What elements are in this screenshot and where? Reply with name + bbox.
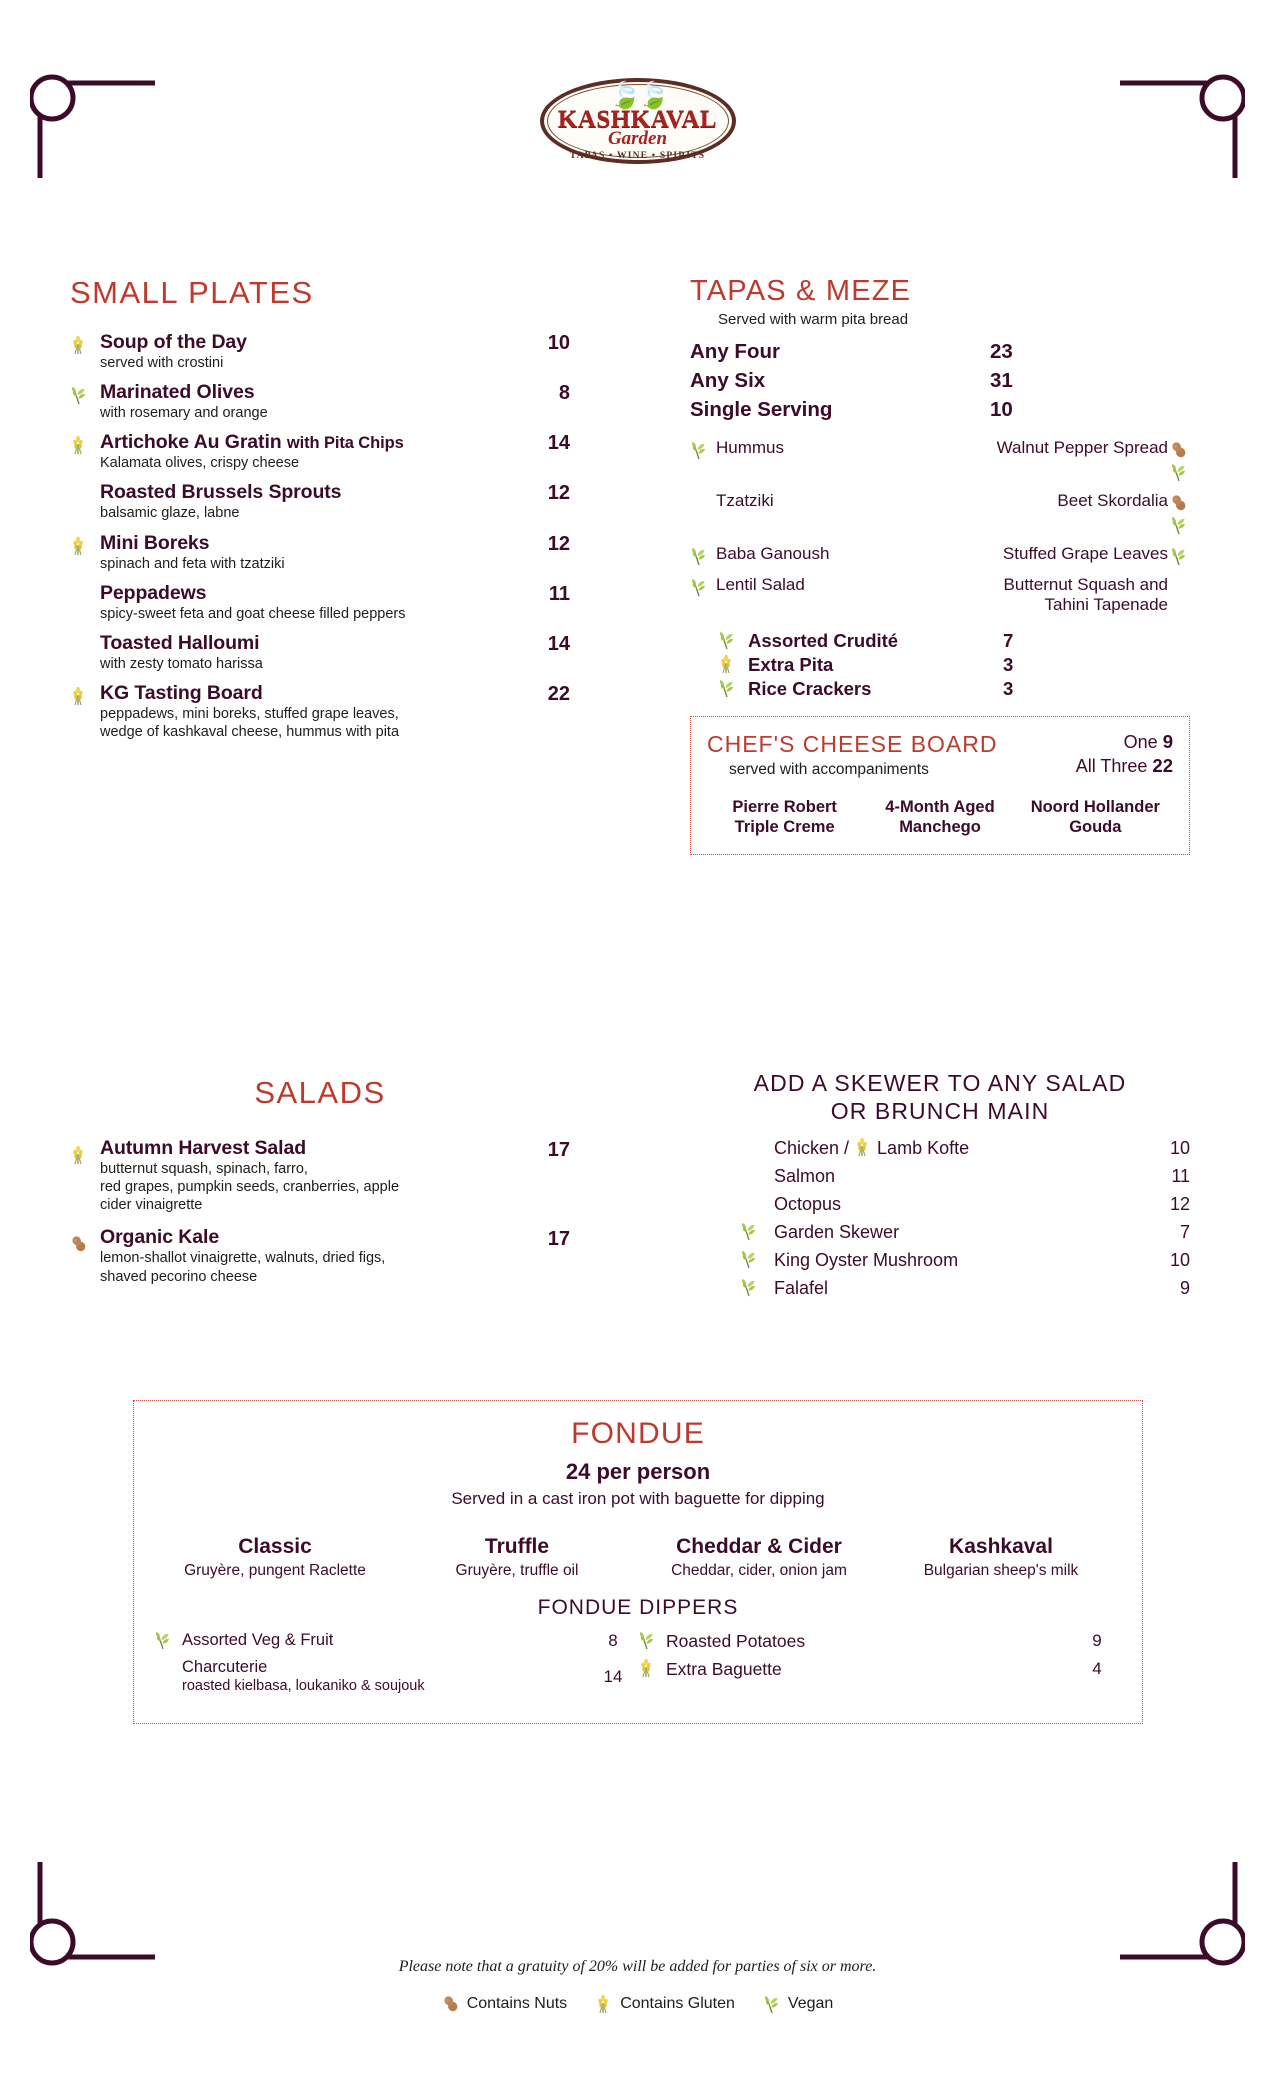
tapas-extra-name: Assorted Crudité bbox=[748, 629, 899, 651]
vegan-leaf-icon bbox=[1170, 546, 1188, 566]
fondue-variety bbox=[396, 1535, 638, 1580]
menu-item-price: 22 bbox=[547, 682, 570, 705]
allergen-icon-slot bbox=[690, 438, 716, 462]
vegan-leaf-icon bbox=[740, 1249, 758, 1269]
menu-item-body bbox=[100, 431, 514, 472]
tapas-deal-label: Single Serving bbox=[690, 398, 833, 421]
tapas-deal-label: Any Four bbox=[690, 340, 780, 363]
skewers-heading-line2: OR BRUNCH MAIN bbox=[830, 1097, 1050, 1124]
cheese-price-one: 9 bbox=[1162, 730, 1173, 752]
gluten-wheat-icon bbox=[854, 1137, 872, 1157]
fondue-variety bbox=[638, 1535, 880, 1580]
fondue-dipper-name: Assorted Veg & Fruit bbox=[182, 1631, 334, 1650]
skewer-row bbox=[740, 1249, 1190, 1271]
salads-list bbox=[70, 1137, 570, 1286]
fondue-dipper-price: 4 bbox=[1092, 1659, 1102, 1678]
tapas-item-name: Tzatziki bbox=[716, 491, 774, 510]
gratuity-note: Please note that a gratuity of 20% will be added for parties of six or more. bbox=[398, 1958, 877, 1975]
menu-item-name: Artichoke Au Gratin with Pita Chips bbox=[100, 431, 404, 454]
tapas-left-item bbox=[690, 438, 915, 462]
menu-item-name: Roasted Brussels Sprouts bbox=[100, 481, 342, 504]
allergen-icon-slot bbox=[70, 431, 100, 457]
fondue-subtitle: Served in a cast iron pot with baguette for dipping bbox=[451, 1489, 825, 1508]
fondue-dipper-name: Roasted Potatoes bbox=[666, 1630, 806, 1651]
no-icon bbox=[70, 485, 88, 505]
fondue-dipper-row bbox=[638, 1630, 1122, 1652]
allergen-icon-slot bbox=[70, 381, 100, 407]
fondue-variety bbox=[154, 1535, 396, 1580]
vegan-leaf-icon bbox=[638, 1630, 656, 1650]
allergen-icon-slot bbox=[70, 632, 100, 658]
gluten-wheat-icon bbox=[70, 335, 88, 355]
tapas-left-item bbox=[690, 491, 915, 515]
tapas-deal-price: 31 bbox=[990, 369, 1013, 392]
tapas-right-item bbox=[915, 544, 1190, 568]
menu-item bbox=[70, 532, 570, 573]
cheese-price-one-label: One bbox=[1123, 731, 1158, 752]
tapas-item-name: Beet Skordalia bbox=[1057, 491, 1168, 510]
fondue-variety-desc: Gruyère, truffle oil bbox=[455, 1562, 579, 1579]
fondue-variety-name: Classic bbox=[238, 1535, 312, 1558]
allergen-icon-slot bbox=[1168, 575, 1190, 577]
skewers-heading bbox=[690, 1070, 1190, 1125]
allergen-icon-slot bbox=[70, 1226, 100, 1256]
menu-item bbox=[70, 632, 570, 673]
skewer-name: Falafel bbox=[774, 1277, 829, 1298]
tapas-item-name: Stuffed Grape Leaves bbox=[1002, 544, 1168, 563]
allergen-icon-slot bbox=[740, 1137, 774, 1159]
tapas-extra-price: 7 bbox=[1003, 629, 1014, 651]
gluten-wheat-icon bbox=[70, 536, 88, 556]
small-plates-list bbox=[70, 331, 570, 741]
tapas-right-item bbox=[915, 438, 1190, 484]
salad-description: butternut squash, spinach, farro, red grapes, pumpkin seeds, cranberries, apple cider vinaigrette bbox=[100, 1161, 400, 1214]
menu-item-description: served with crostini bbox=[100, 355, 224, 371]
skewers-heading-line1: ADD A SKEWER TO ANY SALAD bbox=[753, 1070, 1127, 1096]
nuts-peanut-icon bbox=[1170, 440, 1188, 460]
menu-item-name: Soup of the Day bbox=[100, 331, 247, 353]
fondue-dipper-row bbox=[154, 1658, 638, 1695]
fondue-dipper-name: Extra Baguette bbox=[666, 1658, 782, 1679]
no-icon bbox=[740, 1193, 758, 1213]
skewer-row bbox=[740, 1165, 1190, 1187]
allergen-icon-slot bbox=[718, 630, 748, 652]
gluten-wheat-icon bbox=[70, 435, 88, 455]
gluten-wheat-icon bbox=[70, 1145, 88, 1165]
allergen-icon-slot bbox=[1168, 544, 1190, 568]
fondue-dipper-price: 9 bbox=[1092, 1631, 1102, 1650]
tapas-deal-price: 23 bbox=[990, 340, 1013, 363]
allergen-icon-slot bbox=[740, 1221, 774, 1243]
right-column bbox=[690, 275, 1190, 855]
tapas-subheading: Served with warm pita bread bbox=[718, 311, 909, 328]
fondue-variety-name: Cheddar & Cider bbox=[676, 1535, 842, 1558]
allergen-icon-slot bbox=[70, 582, 100, 608]
menu-item-body bbox=[100, 532, 514, 573]
allergen-icon-slot bbox=[690, 491, 716, 515]
menu-item-body bbox=[100, 331, 514, 372]
vegan-leaf-icon bbox=[70, 385, 88, 405]
legend-entry bbox=[763, 1994, 833, 2014]
tapas-row bbox=[690, 438, 1190, 484]
allergen-icon-slot bbox=[690, 575, 716, 599]
fondue-variety-desc: Bulgarian sheep's milk bbox=[923, 1562, 1079, 1579]
tapas-items-grid bbox=[690, 438, 1190, 616]
no-icon bbox=[740, 1165, 758, 1185]
cheese-board-prices bbox=[1028, 731, 1173, 779]
menu-item-description: with zesty tomato harissa bbox=[100, 655, 263, 672]
allergen-icon-slot bbox=[154, 1630, 182, 1652]
left-column bbox=[70, 275, 570, 750]
menu-item-name: Marinated Olives bbox=[100, 381, 255, 404]
allergen-icon-slot bbox=[638, 1658, 666, 1680]
menu-item-price: 10 bbox=[547, 332, 570, 354]
vegan-leaf-icon bbox=[740, 1277, 758, 1297]
fondue-dipper-desc: roasted kielbasa, loukaniko & soujouk bbox=[182, 1677, 425, 1694]
skewer-name: Garden Skewer bbox=[774, 1221, 900, 1242]
fondue-variety bbox=[880, 1535, 1122, 1580]
skewer-name: Chicken / Lamb Kofte bbox=[774, 1138, 970, 1159]
nuts-peanut-icon bbox=[442, 1994, 460, 2014]
cheese-variety: Noord Hollander Gouda bbox=[1030, 797, 1160, 837]
fondue-variety-desc: Gruyère, pungent Raclette bbox=[184, 1562, 366, 1579]
tapas-extra-row bbox=[718, 678, 1190, 700]
tapas-row bbox=[690, 491, 1190, 537]
skewer-row bbox=[740, 1137, 1190, 1159]
skewer-price: 10 bbox=[1169, 1137, 1190, 1158]
menu-item bbox=[70, 582, 570, 623]
salad-body bbox=[100, 1137, 510, 1214]
menu-item-description: spinach and feta with tzatziki bbox=[100, 555, 285, 572]
menu-item bbox=[70, 431, 570, 472]
allergen-icon-slot bbox=[740, 1165, 774, 1187]
grape-leaves-icon: 🍃🍃 bbox=[609, 80, 666, 110]
section-heading-small-plates: SMALL PLATES bbox=[70, 275, 314, 310]
vegan-leaf-icon bbox=[1170, 515, 1188, 535]
allergen-icon-slot bbox=[70, 532, 100, 558]
fondue-dipper-price: 14 bbox=[603, 1666, 623, 1686]
menu-item-price: 8 bbox=[558, 382, 570, 405]
menu-item-name-suffix: with Pita Chips bbox=[286, 434, 404, 453]
menu-item-body bbox=[100, 381, 514, 422]
menu-item-name: Mini Boreks bbox=[100, 531, 210, 554]
tapas-item-name: Baba Ganoush bbox=[716, 544, 830, 563]
menu-item-description: peppadews, mini boreks, stuffed grape leaves, wedge of kashkaval cheese, hummus with pita bbox=[100, 705, 400, 740]
menu-item-name: Toasted Halloumi bbox=[100, 631, 260, 654]
fondue-variety-name: Truffle bbox=[484, 1535, 550, 1558]
allergen-icon-slot bbox=[70, 1137, 100, 1167]
tapas-deals-list bbox=[690, 340, 1190, 422]
restaurant-logo bbox=[0, 78, 1275, 164]
allergen-icon-slot bbox=[740, 1277, 774, 1299]
cheese-variety: 4-Month Aged Manchego bbox=[885, 797, 995, 837]
skewer-price: 11 bbox=[1171, 1165, 1190, 1186]
skewer-price: 9 bbox=[1179, 1277, 1190, 1298]
menu-item bbox=[70, 381, 570, 422]
fondue-variety-name: Kashkaval bbox=[949, 1535, 1053, 1558]
tapas-right-item bbox=[915, 575, 1190, 616]
tapas-deal-row bbox=[690, 340, 1190, 364]
allergen-icon-slot bbox=[70, 682, 100, 708]
tapas-extra-row bbox=[718, 654, 1190, 676]
menu-item-price: 12 bbox=[547, 532, 570, 555]
menu-item-name: KG Tasting Board bbox=[100, 681, 263, 704]
allergen-icon-slot bbox=[718, 654, 748, 676]
menu-item-body bbox=[100, 582, 514, 623]
tapas-extra-price: 3 bbox=[1003, 677, 1014, 699]
menu-item-body bbox=[100, 481, 514, 522]
tapas-right-item bbox=[915, 491, 1190, 537]
menu-item bbox=[70, 682, 570, 741]
nuts-peanut-icon bbox=[70, 1234, 88, 1254]
tapas-deal-row bbox=[690, 369, 1190, 393]
tapas-item-name: Butternut Squash and Tahini Tapenade bbox=[1003, 575, 1168, 615]
menu-item-body bbox=[100, 632, 514, 673]
vegan-leaf-icon bbox=[763, 1994, 781, 2014]
vegan-leaf-icon bbox=[154, 1630, 172, 1650]
allergen-icon-slot bbox=[154, 1666, 182, 1688]
salad-price: 17 bbox=[547, 1228, 570, 1251]
menu-item-description: Kalamata olives, crispy cheese bbox=[100, 455, 300, 472]
gluten-wheat-icon bbox=[718, 654, 736, 674]
tapas-extra-name: Rice Crackers bbox=[748, 677, 872, 699]
tapas-extra-price: 3 bbox=[1003, 653, 1014, 675]
fondue-price: 24 per person bbox=[565, 1459, 711, 1484]
tapas-item-name: Hummus bbox=[716, 438, 785, 457]
menu-item-price: 12 bbox=[547, 482, 570, 505]
salad-item bbox=[70, 1137, 570, 1214]
gluten-wheat-icon bbox=[595, 1994, 613, 2014]
legend-label: Vegan bbox=[787, 1995, 834, 2012]
allergen-icon-slot bbox=[690, 544, 716, 568]
no-icon bbox=[70, 636, 88, 656]
tapas-extra-name: Extra Pita bbox=[748, 653, 834, 675]
allergen-icon-slot bbox=[740, 1249, 774, 1271]
menu-item-description: spicy-sweet feta and goat cheese filled peppers bbox=[100, 605, 406, 622]
fondue-title: FONDUE bbox=[571, 1417, 705, 1450]
menu-item-description: with rosemary and orange bbox=[100, 405, 268, 422]
cheese-variety: Pierre Robert Triple Creme bbox=[732, 797, 837, 837]
vegan-leaf-icon bbox=[718, 678, 736, 698]
salad-name: Organic Kale bbox=[100, 1226, 220, 1249]
menu-item-price: 14 bbox=[547, 632, 570, 655]
skewer-row bbox=[740, 1193, 1190, 1215]
gluten-wheat-icon bbox=[638, 1658, 656, 1678]
allergen-icon-slot bbox=[638, 1630, 666, 1652]
cheese-price-all: 22 bbox=[1152, 754, 1173, 776]
skewers-section bbox=[690, 1070, 1190, 1305]
fondue-dipper-name: Charcuterie roasted kielbasa, loukaniko & soujouk bbox=[182, 1658, 588, 1695]
salad-name: Autumn Harvest Salad bbox=[100, 1137, 307, 1159]
logo-name: KASHKAVAL bbox=[557, 106, 718, 133]
fondue-variety-desc: Cheddar, cider, onion jam bbox=[671, 1562, 847, 1579]
gluten-wheat-icon bbox=[70, 686, 88, 706]
tapas-row bbox=[690, 544, 1190, 568]
menu-item-name: Peppadews bbox=[100, 581, 207, 604]
section-heading-tapas: TAPAS & MEZE bbox=[690, 275, 912, 307]
tapas-extra-row bbox=[718, 630, 1190, 652]
no-icon bbox=[154, 1666, 172, 1686]
section-heading-salads: SALADS bbox=[254, 1075, 386, 1110]
salad-price: 17 bbox=[547, 1139, 570, 1161]
menu-item-price: 14 bbox=[547, 432, 570, 455]
fondue-varieties-row bbox=[154, 1535, 1122, 1580]
tapas-deal-row bbox=[690, 398, 1190, 422]
legend-entry bbox=[595, 1994, 735, 2014]
menu-item-price: 11 bbox=[548, 582, 570, 605]
nuts-peanut-icon bbox=[1170, 493, 1188, 513]
cheese-price-all-label: All Three bbox=[1075, 755, 1148, 776]
skewer-row bbox=[740, 1277, 1190, 1299]
cheese-varieties-row bbox=[707, 797, 1173, 838]
fondue-dippers-left bbox=[154, 1630, 638, 1701]
legend-entry bbox=[442, 1994, 568, 2014]
legend-label: Contains Nuts bbox=[466, 1995, 568, 2012]
skewer-price: 12 bbox=[1169, 1193, 1190, 1214]
salad-body bbox=[100, 1226, 510, 1285]
menu-item-description: balsamic glaze, labne bbox=[100, 505, 240, 522]
legend-label: Contains Gluten bbox=[620, 1995, 735, 2012]
no-icon bbox=[740, 1137, 758, 1157]
vegan-leaf-icon bbox=[718, 630, 736, 650]
vegan-leaf-icon bbox=[690, 440, 708, 460]
cheese-board-subtitle: served with accompaniments bbox=[729, 760, 929, 778]
tapas-deal-price: 10 bbox=[990, 398, 1013, 421]
tapas-left-item bbox=[690, 544, 915, 568]
salads-section bbox=[70, 1075, 570, 1298]
skewer-name: Octopus bbox=[774, 1193, 842, 1214]
no-icon bbox=[70, 586, 88, 606]
no-icon bbox=[690, 493, 708, 513]
logo-tagline: TAPAS • WINE • SPIRITS bbox=[569, 151, 706, 161]
menu-footer bbox=[0, 1958, 1275, 2014]
fondue-dipper-row bbox=[638, 1658, 1122, 1680]
vegan-leaf-icon bbox=[740, 1221, 758, 1241]
menu-item-body bbox=[100, 682, 514, 741]
skewers-list bbox=[690, 1137, 1190, 1299]
salad-description: lemon-shallot vinaigrette, walnuts, dried figs, shaved pecorino cheese bbox=[100, 1250, 386, 1285]
allergen-icon-slot bbox=[718, 678, 748, 700]
menu-item bbox=[70, 481, 570, 522]
allergen-icon-slot bbox=[1168, 438, 1190, 484]
skewer-price: 7 bbox=[1179, 1221, 1190, 1242]
logo-subname: Garden bbox=[607, 128, 668, 149]
fondue-dipper-row bbox=[154, 1630, 638, 1652]
skewer-name: Salmon bbox=[774, 1165, 836, 1186]
tapas-deal-label: Any Six bbox=[690, 369, 766, 392]
allergen-icon-slot bbox=[70, 331, 100, 357]
allergen-icon-slot bbox=[70, 481, 100, 507]
skewer-row bbox=[740, 1221, 1190, 1243]
cheese-board-title: CHEF'S CHEESE BOARD bbox=[707, 730, 998, 757]
fondue-panel bbox=[133, 1400, 1143, 1724]
menu-item bbox=[70, 331, 570, 372]
vegan-leaf-icon bbox=[690, 577, 708, 597]
fondue-dippers-right bbox=[638, 1630, 1122, 1701]
allergen-legend bbox=[0, 1994, 1275, 2014]
skewer-price: 10 bbox=[1169, 1249, 1190, 1270]
skewer-name: King Oyster Mushroom bbox=[774, 1249, 959, 1270]
vegan-leaf-icon bbox=[1170, 462, 1188, 482]
allergen-icon-slot bbox=[1168, 491, 1190, 537]
vegan-leaf-icon bbox=[690, 546, 708, 566]
tapas-extras-list bbox=[690, 630, 1190, 700]
tapas-left-item bbox=[690, 575, 915, 599]
salad-item bbox=[70, 1226, 570, 1285]
tapas-row bbox=[690, 575, 1190, 616]
tapas-item-name: Lentil Salad bbox=[716, 575, 805, 594]
tapas-item-name: Walnut Pepper Spread bbox=[996, 438, 1168, 457]
fondue-dipper-price: 8 bbox=[608, 1631, 618, 1650]
allergen-icon-slot bbox=[740, 1193, 774, 1215]
chefs-cheese-board-panel bbox=[690, 716, 1190, 855]
fondue-dippers-title: FONDUE DIPPERS bbox=[537, 1596, 739, 1619]
